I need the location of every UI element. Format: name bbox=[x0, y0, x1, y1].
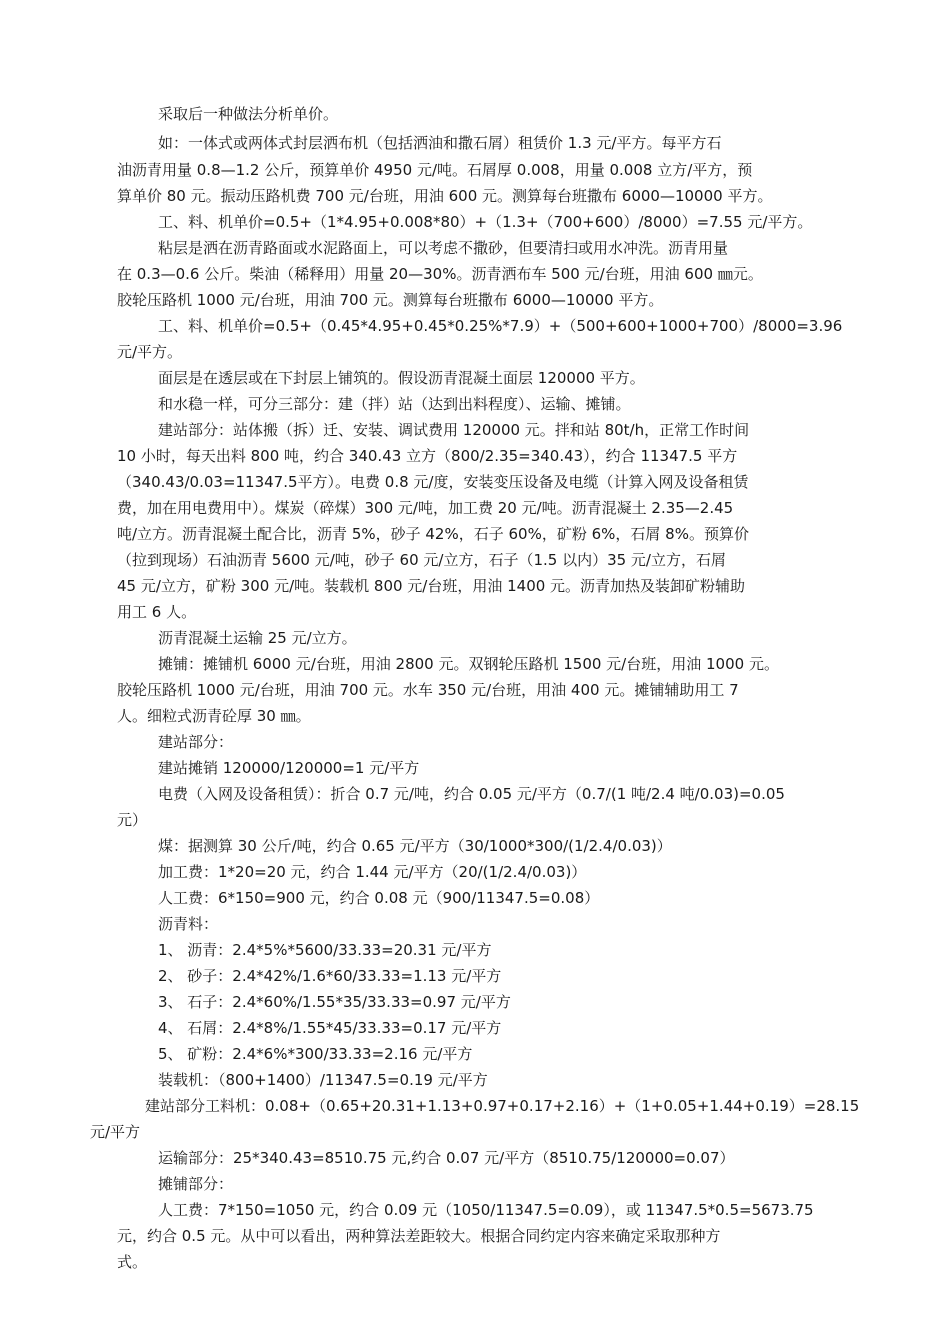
text-line: 沥青料： bbox=[158, 915, 219, 933]
text-line: 胶轮压路机 1000 元/台班，用油 700 元。水车 350 元/台班，用油 400 元。摊铺辅助用工 7 bbox=[117, 681, 739, 699]
text-line: 45 元/立方，矿粉 300 元/吨。装载机 800 元/台班，用油 1400 元。沥青加热及装卸矿粉辅助 bbox=[117, 577, 746, 595]
text-line: 装载机：（800+1400）/11347.5=0.19 元/平方 bbox=[158, 1071, 488, 1089]
text-line: 1、 沥青：2.4*5%*5600/33.33=20.31 元/平方 bbox=[158, 941, 492, 959]
text-line: 建站部分： bbox=[158, 733, 234, 751]
text-line: 煤：据测算 30 公斤/吨，约合 0.65 元/平方（30/1000*300/(1/2.4/0.03)） bbox=[158, 837, 672, 855]
text-line: 摊铺部分： bbox=[158, 1175, 234, 1193]
text-line: 面层是在透层或在下封层上铺筑的。假设沥青混凝土面层 120000 平方。 bbox=[158, 369, 645, 387]
text-line: 10 小时，每天出料 800 吨，约合 340.43 立方（800/2.35=340.43），约合 11347.5 平方 bbox=[117, 447, 738, 465]
text-line: 式。 bbox=[117, 1253, 148, 1271]
text-line: 4、 石屑：2.4*8%/1.55*45/33.33=0.17 元/平方 bbox=[158, 1019, 502, 1037]
text-line: 摊铺：摊铺机 6000 元/台班，用油 2800 元。双钢轮压路机 1500 元/台班，用油 1000 元。 bbox=[158, 655, 779, 673]
text-line: 电费（入网及设备租赁）：折合 0.7 元/吨，约合 0.05 元/平方（0.7/(1 吨/2.4 吨/0.03)=0.05 bbox=[158, 785, 785, 803]
text-line: 5、 矿粉：2.4*6%*300/33.33=2.16 元/平方 bbox=[158, 1045, 473, 1063]
text-line: 元/平方 bbox=[90, 1123, 141, 1141]
text-line: 工、料、机单价=0.5+（0.45*4.95+0.45*0.25%*7.9）+（500+600+1000+700）/8000=3.96 bbox=[158, 317, 843, 335]
text-line: 建站部分工料机：0.08+（0.65+20.31+1.13+0.97+0.17+2.16）+（1+0.05+1.44+0.19）=28.15 bbox=[145, 1097, 860, 1115]
text-line: 如：一体式或两体式封层洒布机（包括洒油和撒石屑）租赁价 1.3 元/平方。每平方石 bbox=[158, 134, 722, 152]
text-line: 元，约合 0.5 元。从中可以看出，两种算法差距较大。根据合同约定内容来确定采取那种方 bbox=[117, 1227, 721, 1245]
text-line: 用工 6 人。 bbox=[117, 603, 197, 621]
text-line: 建站摊销 120000/120000=1 元/平方 bbox=[158, 759, 420, 777]
text-line: 工、料、机单价=0.5+（1*4.95+0.008*80）+（1.3+（700+600）/8000）=7.55 元/平方。 bbox=[158, 213, 813, 231]
text-line: 加工费：1*20=20 元，约合 1.44 元/平方（20/(1/2.4/0.03)） bbox=[158, 863, 587, 881]
text-line: 在 0.3—0.6 公斤。柴油（稀释用）用量 20—30%。沥青洒布车 500 元/台班，用油 600 ㎜元。 bbox=[117, 265, 763, 283]
text-line: 沥青混凝土运输 25 元/立方。 bbox=[158, 629, 357, 647]
text-line: 算单价 80 元。振动压路机费 700 元/台班，用油 600 元。测算每台班撒布 6000—10000 平方。 bbox=[117, 187, 773, 205]
text-line: 人工费：6*150=900 元，约合 0.08 元（900/11347.5=0.08） bbox=[158, 889, 600, 907]
text-line: 吨/立方。沥青混凝土配合比，沥青 5%，砂子 42%，石子 60%，矿粉 6%，石屑 8%。预算价 bbox=[117, 525, 749, 543]
text-line: 胶轮压路机 1000 元/台班，用油 700 元。测算每台班撒布 6000—10000 平方。 bbox=[117, 291, 664, 309]
text-line: （340.43/0.03=11347.5平方）。电费 0.8 元/度，安装变压设备及电缆（计算入网及设备租赁 bbox=[117, 473, 749, 491]
text-line: 油沥青用量 0.8—1.2 公斤，预算单价 4950 元/吨。石屑厚 0.008，用量 0.008 立方/平方，预 bbox=[117, 161, 753, 179]
text-line: 人。细粒式沥青砼厚 30 ㎜。 bbox=[117, 707, 311, 725]
text-line: 3、 石子：2.4*60%/1.55*35/33.33=0.97 元/平方 bbox=[158, 993, 511, 1011]
text-line: 2、 砂子：2.4*42%/1.6*60/33.33=1.13 元/平方 bbox=[158, 967, 502, 985]
text-line: 建站部分：站体搬（拆）迁、安装、调试费用 120000 元。拌和站 80t/h，正常工作时间 bbox=[158, 421, 750, 439]
text-line: 采取后一种做法分析单价。 bbox=[158, 105, 339, 123]
text-line: 粘层是洒在沥青路面或水泥路面上，可以考虑不撒砂，但要清扫或用水冲洗。沥青用量 bbox=[158, 239, 729, 257]
text-line: 元/平方。 bbox=[117, 343, 183, 361]
text-line: 运输部分：25*340.43=8510.75 元,约合 0.07 元/平方（8510.75/120000=0.07） bbox=[158, 1149, 735, 1167]
text-line: （拉到现场）石油沥青 5600 元/吨，砂子 60 元/立方，石子（1.5 以内）35 元/立方，石屑 bbox=[117, 551, 726, 569]
text-line: 费，加在用电费用中）。煤炭（碎煤）300 元/吨，加工费 20 元/吨。沥青混凝土 2.35—2.45 bbox=[117, 499, 734, 517]
text-line: 元） bbox=[117, 811, 148, 829]
text-line: 和水稳一样，可分三部分：建（拌）站（达到出料程度）、运输、摊铺。 bbox=[158, 395, 631, 413]
text-line: 人工费：7*150=1050 元，约合 0.09 元（1050/11347.5=0.09），或 11347.5*0.5=5673.75 bbox=[158, 1201, 814, 1219]
